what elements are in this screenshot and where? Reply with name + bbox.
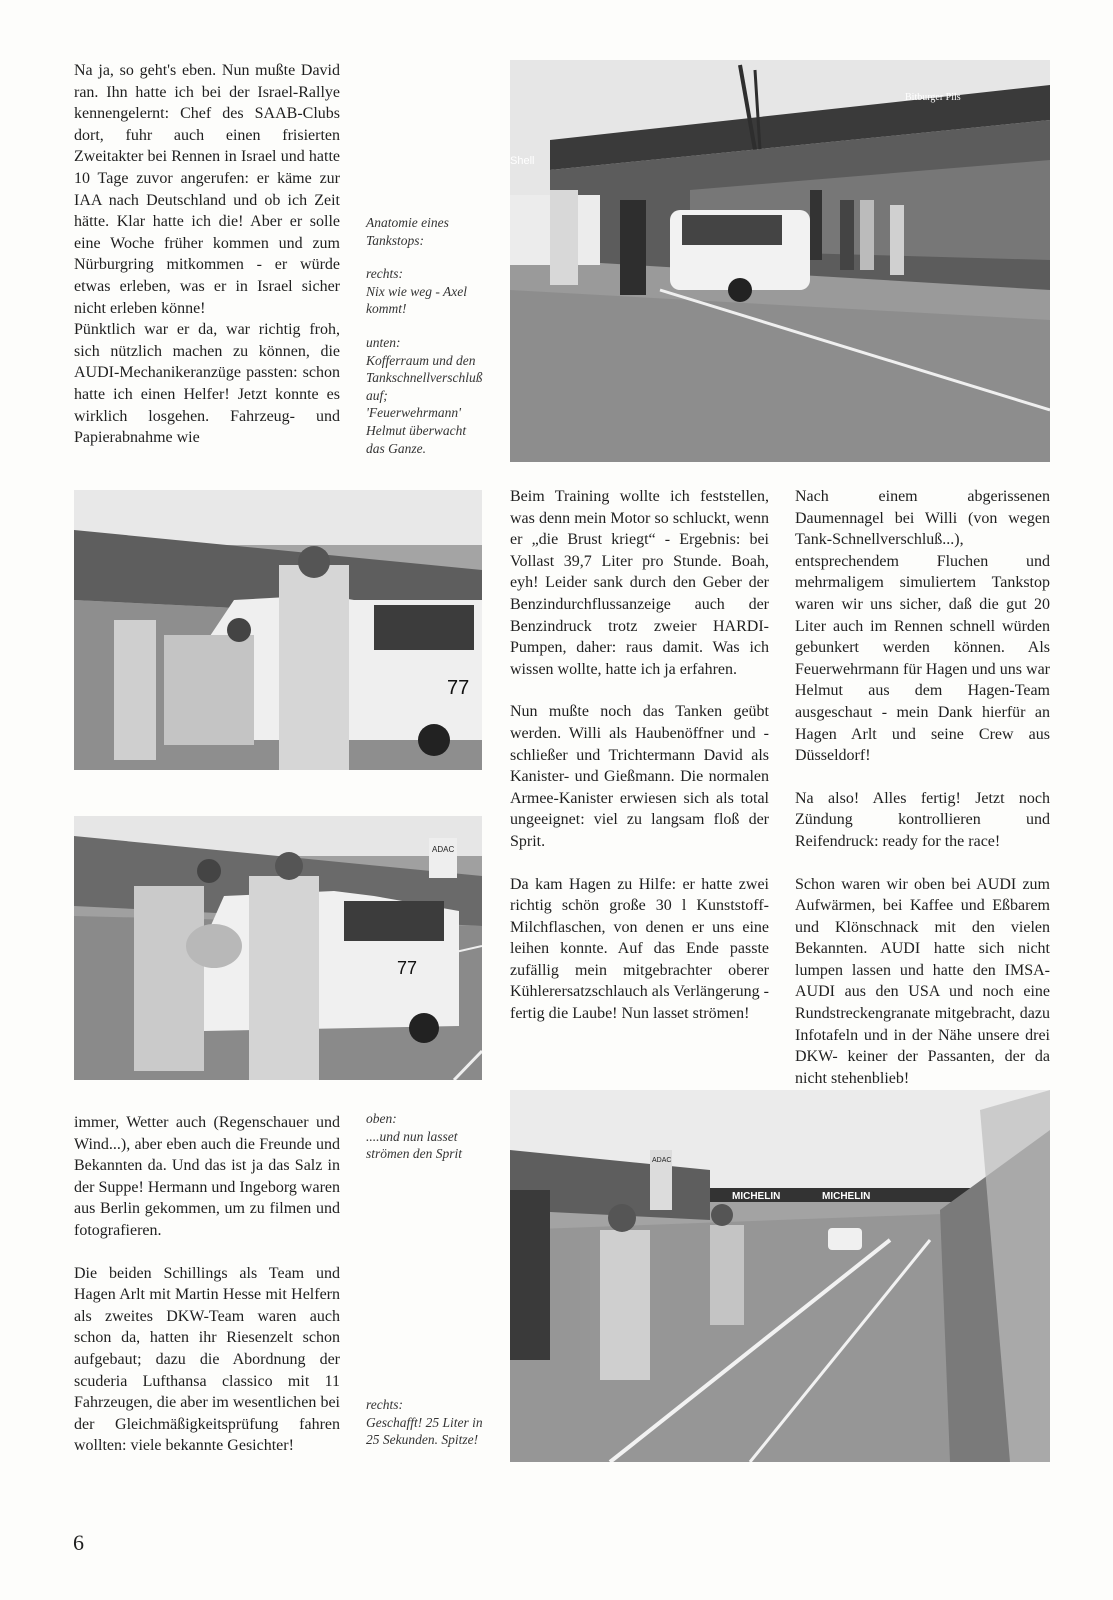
paragraph: Die beiden Schillings als Team und Hagen Arlt mit Martin Hesse mit Helfern als zweites DKW-Team waren auch schon da, hatten ihr Riesenzelt schon aufgebaut; dazu die Abordnung der scuderia Lufthansa classico mit 11 Fahrzeugen, die aber im wesentlichen bei der Gleichmäßigkeitsprüfung fahren wollten: viele bekannte Gesichter! [74,1264,340,1455]
caption-bottom-above [366,1110,484,1163]
caption-bottom-right [366,1396,484,1449]
photo-pitlane-running [510,1090,1050,1462]
tower-sign-adac: ADAC [652,1157,672,1164]
paragraph: Da kam Hagen zu Hilfe: er hatte zwei richtig schön große 30 l Kunststoff-Milchflaschen, von denen er uns eine leihen konnte. Auf das Ende passte zufällig mein mitgebrachter oberer Kühlerersatzschlauch als Verlängerung - fertig die Laube! Nun lasset strömen! [510,875,769,1023]
caption-text: Kofferraum und den Tankschnellverschluß auf; 'Feuerwehrmann' Helmut überwacht das Ganze. [366,352,483,456]
caption-text: Geschafft! 25 Liter in 25 Sekunden. Spitze! [366,1414,483,1448]
sign-shell: Shell [510,155,535,167]
caption-label: oben: [366,1111,397,1126]
photo-hood-open [74,490,482,770]
car-number: 77 [447,677,470,699]
caption-label: unten: [366,334,401,350]
caption-top [366,214,484,473]
paragraph: Na also! Alles fertig! Jetzt noch Zündung kontrollieren und Reifendruck: ready for the race! [795,789,1050,850]
car-number: 77 [397,958,418,978]
banner-michelin: MICHELIN [732,1191,781,1202]
caption-text: Nix wie weg - Axel kommt! [366,283,467,317]
column-middle [510,486,769,1025]
paragraph: Na ja, so geht's eben. Nun mußte David ran. Ihn hatte ich bei der Israel-Rallye kennengelernt: Chef des SAAB-Clubs dort, fuhr auch einen frisierten Zweitakter bei Rennen in Israel und hatte 10 Tage zuvor angerufen: er käme zur IAA nach Deutschland und ob ich Zeit hätte. Klar hatte ich die! Aber er solle eine Woche früher kommen und zum Nürburgring mitkommen - er würde etwas erleben, was er in Israel sicher nicht erleben könne! [74,62,340,317]
caption-text: ....und nun lasset strömen den Sprit [366,1128,462,1162]
caption-label: rechts: [366,1397,403,1412]
tower-sign-adac: ADAC [432,845,455,854]
photo-refueling [74,816,482,1080]
paragraph: Nach einem abgerissenen Daumennagel bei Willi (von wegen Tank-Schnellverschluß...), entsprechendem Fluchen und mehrmaligem simuliertem Tankstop waren wir uns sicher, daß die gut 20 Liter auch im Rennen schnell würden gebunkert werden können. Als Feuerwehrmann für Hagen und uns war Helmut aus dem Hagen-Team ausgeschaut - mein Dank hierfür an Hagen Arlt und seine Crew aus Düsseldorf! [795,488,1050,765]
paragraph: Pünktlich war er da, war richtig froh, sich nützlich machen zu können, die AUDI-Mechanikeranzüge passten: schon hatte ich einen Helfer! Jetzt konnte es wirklich losgehen. Fahrzeug- und Papierabnahme wie [74,321,340,447]
banner-michelin: MICHELIN [822,1191,871,1202]
paragraph: Schon waren wir oben bei AUDI zum Aufwärmen, bei Kaffee und Eßbarem und Klönschnack mit den vielen Bekannten. AUDI hatte sich nicht lumpen lassen und hatte den IMSA-AUDI aus den USA und noch eine Rundstreckengranate mitgebracht, dazu Infotafeln und in der Nähe unsere drei DKW- keiner der Passanten, der da nicht stehenblieb! [795,875,1050,1087]
page-number: 6 [73,1530,84,1555]
paragraph: Nun mußte noch das Tanken geübt werden. Willi als Haubenöffner und -schließer und Trichtermann David als Kanister- und Gießmann. Die normalen Armee-Kanister erwiesen sich als total ungeeignet: viel zu langsam floß der Sprit. [510,703,769,850]
paragraph: Beim Training wollte ich feststellen, was denn mein Motor so schluckt, wenn er „die Brust kriegt“ - Ergebnis: bei Vollast 39,7 Liter pro Stunde. Boah, eyh! Leider sank durch den Geber der Benzindurchflussanzeige auch der Benzindruck trotz zweier HARDI-Pumpen, daher: raus damit. Was ich wissen wollte, hatte ich ja erfahren. [510,488,769,678]
caption-label: rechts: [366,266,403,282]
photo-grandstand-pit [510,60,1050,462]
column-left-top [74,60,340,449]
paragraph: immer, Wetter auch (Regenschauer und Wind...), aber eben auch die Freunde und Bekannten da. Und das ist ja das Salz in der Suppe! Hermann und Ingeborg waren aus Berlin gekommen, um zu filmen und fotografieren. [74,1114,340,1239]
sign-bitburger: Bitburger Pils [905,92,961,103]
column-right [795,486,1050,1089]
column-left-bottom [74,1112,340,1457]
caption-heading: Anatomie eines Tankstops: [366,215,449,248]
